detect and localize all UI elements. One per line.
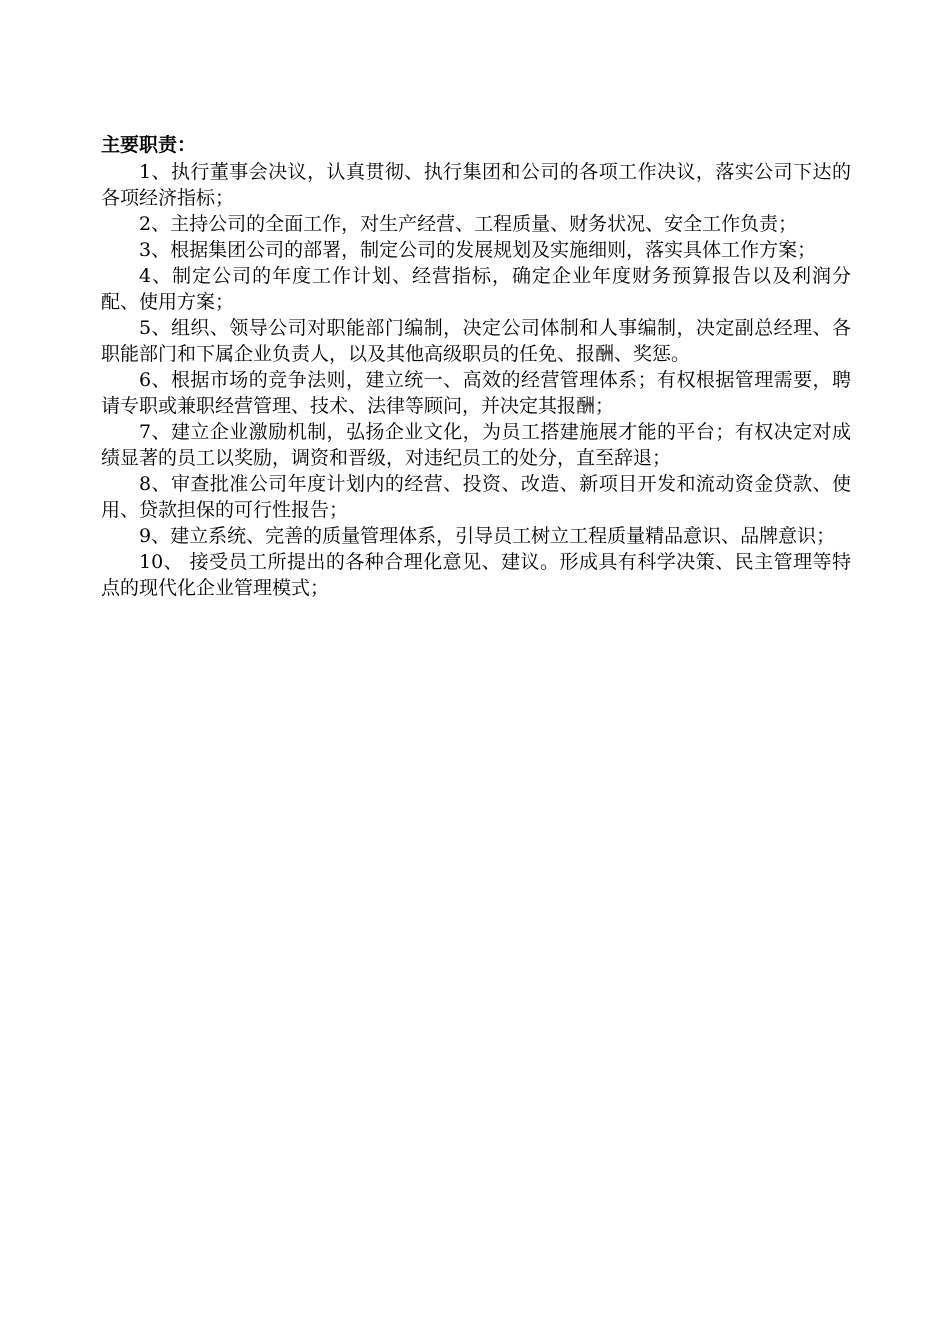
- responsibility-item-5: 5、组织、领导公司对职能部门编制，决定公司体制和人事编制，决定副总经理、各职能部门和下属企业负责人，以及其他高级职员的任免、报酬、奖惩。: [101, 317, 851, 365]
- responsibility-item-4: 4、制定公司的年度工作计划、经营指标，确定企业年度财务预算报告以及利润分配、使用方案；: [101, 265, 851, 313]
- responsibility-item-9: 9、建立系统、完善的质量管理体系，引导员工树立工程质量精品意识、品牌意识；: [139, 525, 836, 547]
- responsibility-item-1: 1、执行董事会决议，认真贯彻、执行集团和公司的各项工作决议，落实公司下达的各项经济指标；: [101, 161, 851, 209]
- section-heading: 主要职责：: [101, 134, 197, 156]
- responsibility-item-10: 10、 接受员工所提出的各种合理化意见、建议。形成具有科学决策、民主管理等特点的现代化企业管理模式；: [101, 551, 851, 599]
- document-page: [101, 131, 851, 601]
- responsibility-item-7: 7、建立企业激励机制，弘扬企业文化，为员工搭建施展才能的平台；有权决定对成绩显著的员工以奖励，调资和晋级，对违纪员工的处分，直至辞退；: [101, 421, 851, 469]
- responsibility-item-2: 2、主持公司的全面工作，对生产经营、工程质量、财务状况、安全工作负责；: [139, 213, 798, 235]
- responsibility-item-8: 8、审查批准公司年度计划内的经营、投资、改造、新项目开发和流动资金贷款、使用、贷款担保的可行性报告；: [101, 473, 851, 521]
- responsibility-item-6: 6、根据市场的竞争法则，建立统一、高效的经营管理体系；有权根据管理需要，聘请专职或兼职经营管理、技术、法律等顾问，并决定其报酬；: [101, 369, 851, 417]
- responsibility-item-3: 3、根据集团公司的部署，制定公司的发展规划及实施细则，落实具体工作方案；: [139, 239, 817, 261]
